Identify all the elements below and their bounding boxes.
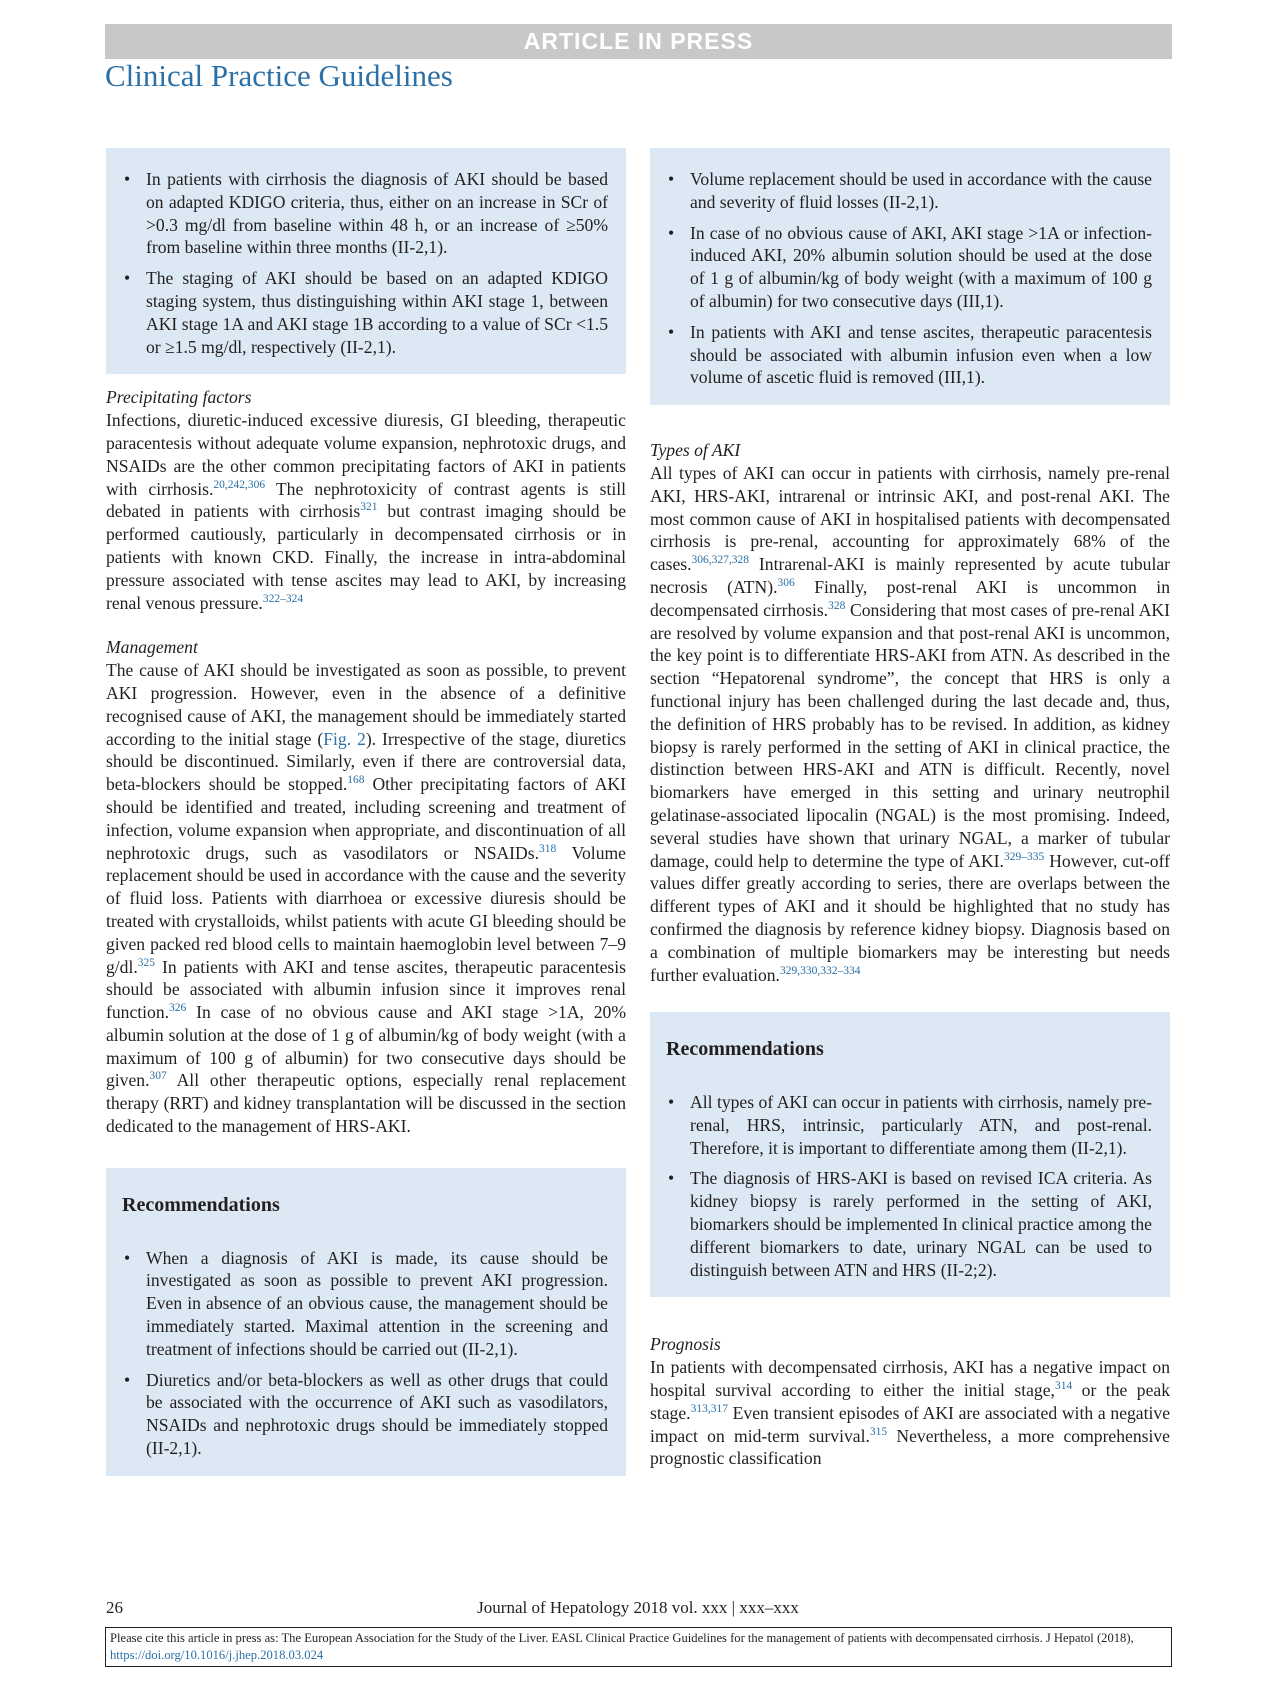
reference-link[interactable]: 306 (777, 577, 795, 590)
reference-link[interactable]: 306,327,328 (691, 554, 750, 567)
figure-link[interactable]: Fig. 2 (323, 728, 366, 749)
recommendations-box-types (650, 1012, 1170, 1297)
reference-link[interactable]: 307 (149, 1070, 167, 1083)
citation-box (105, 1627, 1172, 1667)
management-paragraph: The cause of AKI should be investigated as soon as possible, to prevent AKI progression. However, even in the absence of a definitive recognised cause of AKI, the management should be immediately started according to the initial stage (Fig. 2). Irrespective of the stage, diuretics should be discontinued. Similarly, even if there are controversial data, beta-blockers should be stopped.$^{168}$ Other precipitating factors of AKI should be identified and treated, including screening and treatment of infection, volume expansion when appropriate, and discontinuation of all nephrotoxic drugs, such as vasodilators or NSAIDs.$^{318}$ Volume replacement should be used in accordance with the cause and the severity of fluid loss. Patients with diarrhoea or excessive diuresis should be treated with crystalloids, whilst patients with acute GI bleeding should be given packed red blood cells to maintain haemoglobin level between 7–9 g/dl.$^{325}$ In patients with AKI and tense ascites, therapeutic paracentesis should be associated with albumin infusion since it improves renal function.$^{326}$ In case of no obvious cause and AKI stage >1A, 20% albumin solution at the dose of 1 g of albumin/kg of body weight (with a maximum of 100 g of albumin) for two consecutive days should be given.$^{307}$ All other therapeutic options, especially renal replacement therapy (RRT) and kidney transplantation will be discussed in the section dedicated to the management of HRS-AKI. (106, 660, 626, 1137)
precipitating-factors-heading: Precipitating factors (106, 387, 252, 408)
section-title: Clinical Practice Guidelines (105, 58, 453, 93)
recommendations-title: Recommendations (122, 1193, 280, 1216)
list-item: • When a diagnosis of AKI is made, its cause should be investigated as soon as possible to prevent AKI progression. Even in absence of an obvious cause, the management should be immediately started. Maximal attention in the screening and treatment of infections should be carried out (II-2,1). (146, 1247, 608, 1361)
reference-link[interactable]: 328 (828, 599, 846, 612)
reference-link[interactable]: 168 (347, 774, 365, 787)
journal-footer: Journal of Hepatology 2018 vol. xxx | xxx–xxx (477, 1598, 799, 1617)
list-item: • Diuretics and/or beta-blockers as well as other drugs that could be associated with the occurrence of AKI such as vasodilators, NSAIDs and nephrotoxic drugs should be immediately stopped (II-2,1). (146, 1369, 608, 1460)
recommendations-box-management (106, 1168, 626, 1476)
left-column (106, 148, 626, 1476)
list-item: • The staging of AKI should be based on an adapted KDIGO staging system, thus distinguishing within AKI stage 1, between AKI stage 1A and AKI stage 1B according to a value of SCr <1.5 or ≥1.5 mg/dl, respectively (II-2,1). (146, 267, 608, 358)
reference-link[interactable]: 321 (360, 501, 378, 514)
reference-link[interactable]: 314 (1054, 1380, 1073, 1393)
reference-link[interactable]: 329,330,332–334 (779, 964, 861, 977)
page-number: 26 (106, 1598, 123, 1617)
doi-link[interactable]: https://doi.org/10.1016/j.jhep.2018.03.024 (110, 1648, 324, 1662)
reference-link[interactable]: 313,317 (690, 1403, 728, 1415)
list-item: • In patients with AKI and tense ascites, therapeutic paracentesis should be associated with albumin infusion even when a low volume of ascetic fluid is removed (III,1). (690, 321, 1152, 389)
list-item: • In patients with cirrhosis the diagnosis of AKI should be based on adapted KDIGO criteria, thus, either on an increase in SCr of >0.3 mg/dl from baseline within 48 h, or an increase of ≥50% from baseline within three months (II-2,1). (146, 168, 608, 259)
prognosis-heading: Prognosis (650, 1334, 721, 1355)
list-item: • In case of no obvious cause of AKI, AKI stage >1A or infection-induced AKI, 20% albumin solution should be used at the dose of 1 g of albumin/kg of body weight (with a maximum of 100 g of albumin) for two consecutive days (III,1). (690, 222, 1152, 313)
management-heading: Management (106, 637, 198, 658)
article-in-press-banner: ARTICLE IN PRESS (105, 24, 1172, 59)
reference-link[interactable]: 326 (169, 1002, 187, 1015)
list-item: • The diagnosis of HRS-AKI is based on revised ICA criteria. As kidney biopsy is rarely performed in the setting of AKI, biomarkers should be implemented In clinical practice among the different biomarkers to date, urinary NGAL can be used to distinguish between ATN and HRS (II-2;2). (690, 1167, 1152, 1281)
recommendation-box-volume (650, 148, 1170, 405)
recommendations-title: Recommendations (666, 1038, 824, 1061)
citation-text: Please cite this article in press as: The European Association for the Study of the Liver. EASL Clinical Practice Guidelines for the management of patients with decompensated cirrhosis. J Hepatol (2018), (110, 1631, 1134, 1645)
reference-link[interactable]: 20,242,306 (213, 478, 266, 491)
recommendation-box-diagnosis (106, 148, 626, 374)
reference-link[interactable]: 325 (137, 956, 156, 969)
list-item: • All types of AKI can occur in patients with cirrhosis, namely pre-renal, HRS, intrinsic, particularly ATN, and post-renal. Therefore, it is important to differentiate among them (II-2,1). (690, 1091, 1152, 1159)
reference-link[interactable]: 315 (869, 1425, 888, 1438)
types-of-aki-heading: Types of AKI (650, 440, 741, 461)
types-of-aki-paragraph: All types of AKI can occur in patients with cirrhosis, namely pre-renal AKI, HRS-AKI, intrarenal or intrinsic AKI, and post-renal AKI. The most common cause of AKI in hospitalised patients with decompensated cirrhosis is pre-renal, accounting for approximately 68% of the cases.$^{306,327,328}$ Intrarenal-AKI is mainly represented by acute tubular necrosis (ATN).$^{306}$ Finally, post-renal AKI is uncommon in decompensated cirrhosis.$^{328}$ Considering that most cases of pre-renal AKI are resolved by volume expansion and that post-renal AKI is uncommon, the key point is to differentiate HRS-AKI from ATN. As described in the section “Hepatorenal syndrome”, the concept that HRS is only a functional injury has been challenged during the last decade and, thus, the definition of HRS probably has to be revised. In addition, as kidney biopsy is rarely performed in the setting of AKI in clinical practice, the distinction between HRS-AKI and ATN is difficult. Recently, novel biomarkers have emerged in this setting and urinary neutrophil gelatinase-associated lipocalin (NGAL) is the most promising. Indeed, several studies have shown that urinary NGAL, a marker of tubular damage, could help to determine the type of AKI.$^{329-335}$ However, cut-off values differ greatly according to series, there are overlaps between the different types of AKI and it should be highlighted that no study has confirmed the diagnosis by reference kidney biopsy. Diagnosis based on a combination of multiple biomarkers may be interesting but needs further evaluation.$^{329,330,332-334}$ (650, 462, 1170, 985)
precipitating-factors-paragraph: Infections, diuretic-induced excessive diuresis, GI bleeding, therapeutic paracentesis without adequate volume expansion, nephrotoxic drugs, and NSAIDs are the other common precipitating factors of AKI in patients with cirrhosis.$^{20,242,306}$ The nephrotoxicity of contrast agents is still debated in patients with cirrhosis$^{321}$ but contrast imaging should be performed cautiously, particularly in decompensated cirrhosis or in patients with known CKD. Finally, the increase in intra-abdominal pressure associated with tense ascites may lead to AKI, by increasing renal venous pressure.$^{322-324}$ (106, 410, 627, 613)
right-column (650, 148, 1170, 1470)
reference-link[interactable]: 322–324 (262, 592, 304, 605)
reference-link[interactable]: 318 (539, 842, 557, 855)
list-item: • Volume replacement should be used in accordance with the cause and severity of fluid losses (II-2,1). (690, 168, 1152, 214)
prognosis-paragraph: In patients with decompensated cirrhosis, AKI has a negative impact on hospital survival according to either the initial stage,$^{314}$ or the peak stage.$^{313,317}$ Even transient episodes of AKI are associated with a negative impact on mid-term survival.$^{315}$ Nevertheless, a more comprehensive prognostic classification (650, 1357, 1170, 1469)
reference-link[interactable]: 329–335 (1003, 850, 1045, 863)
